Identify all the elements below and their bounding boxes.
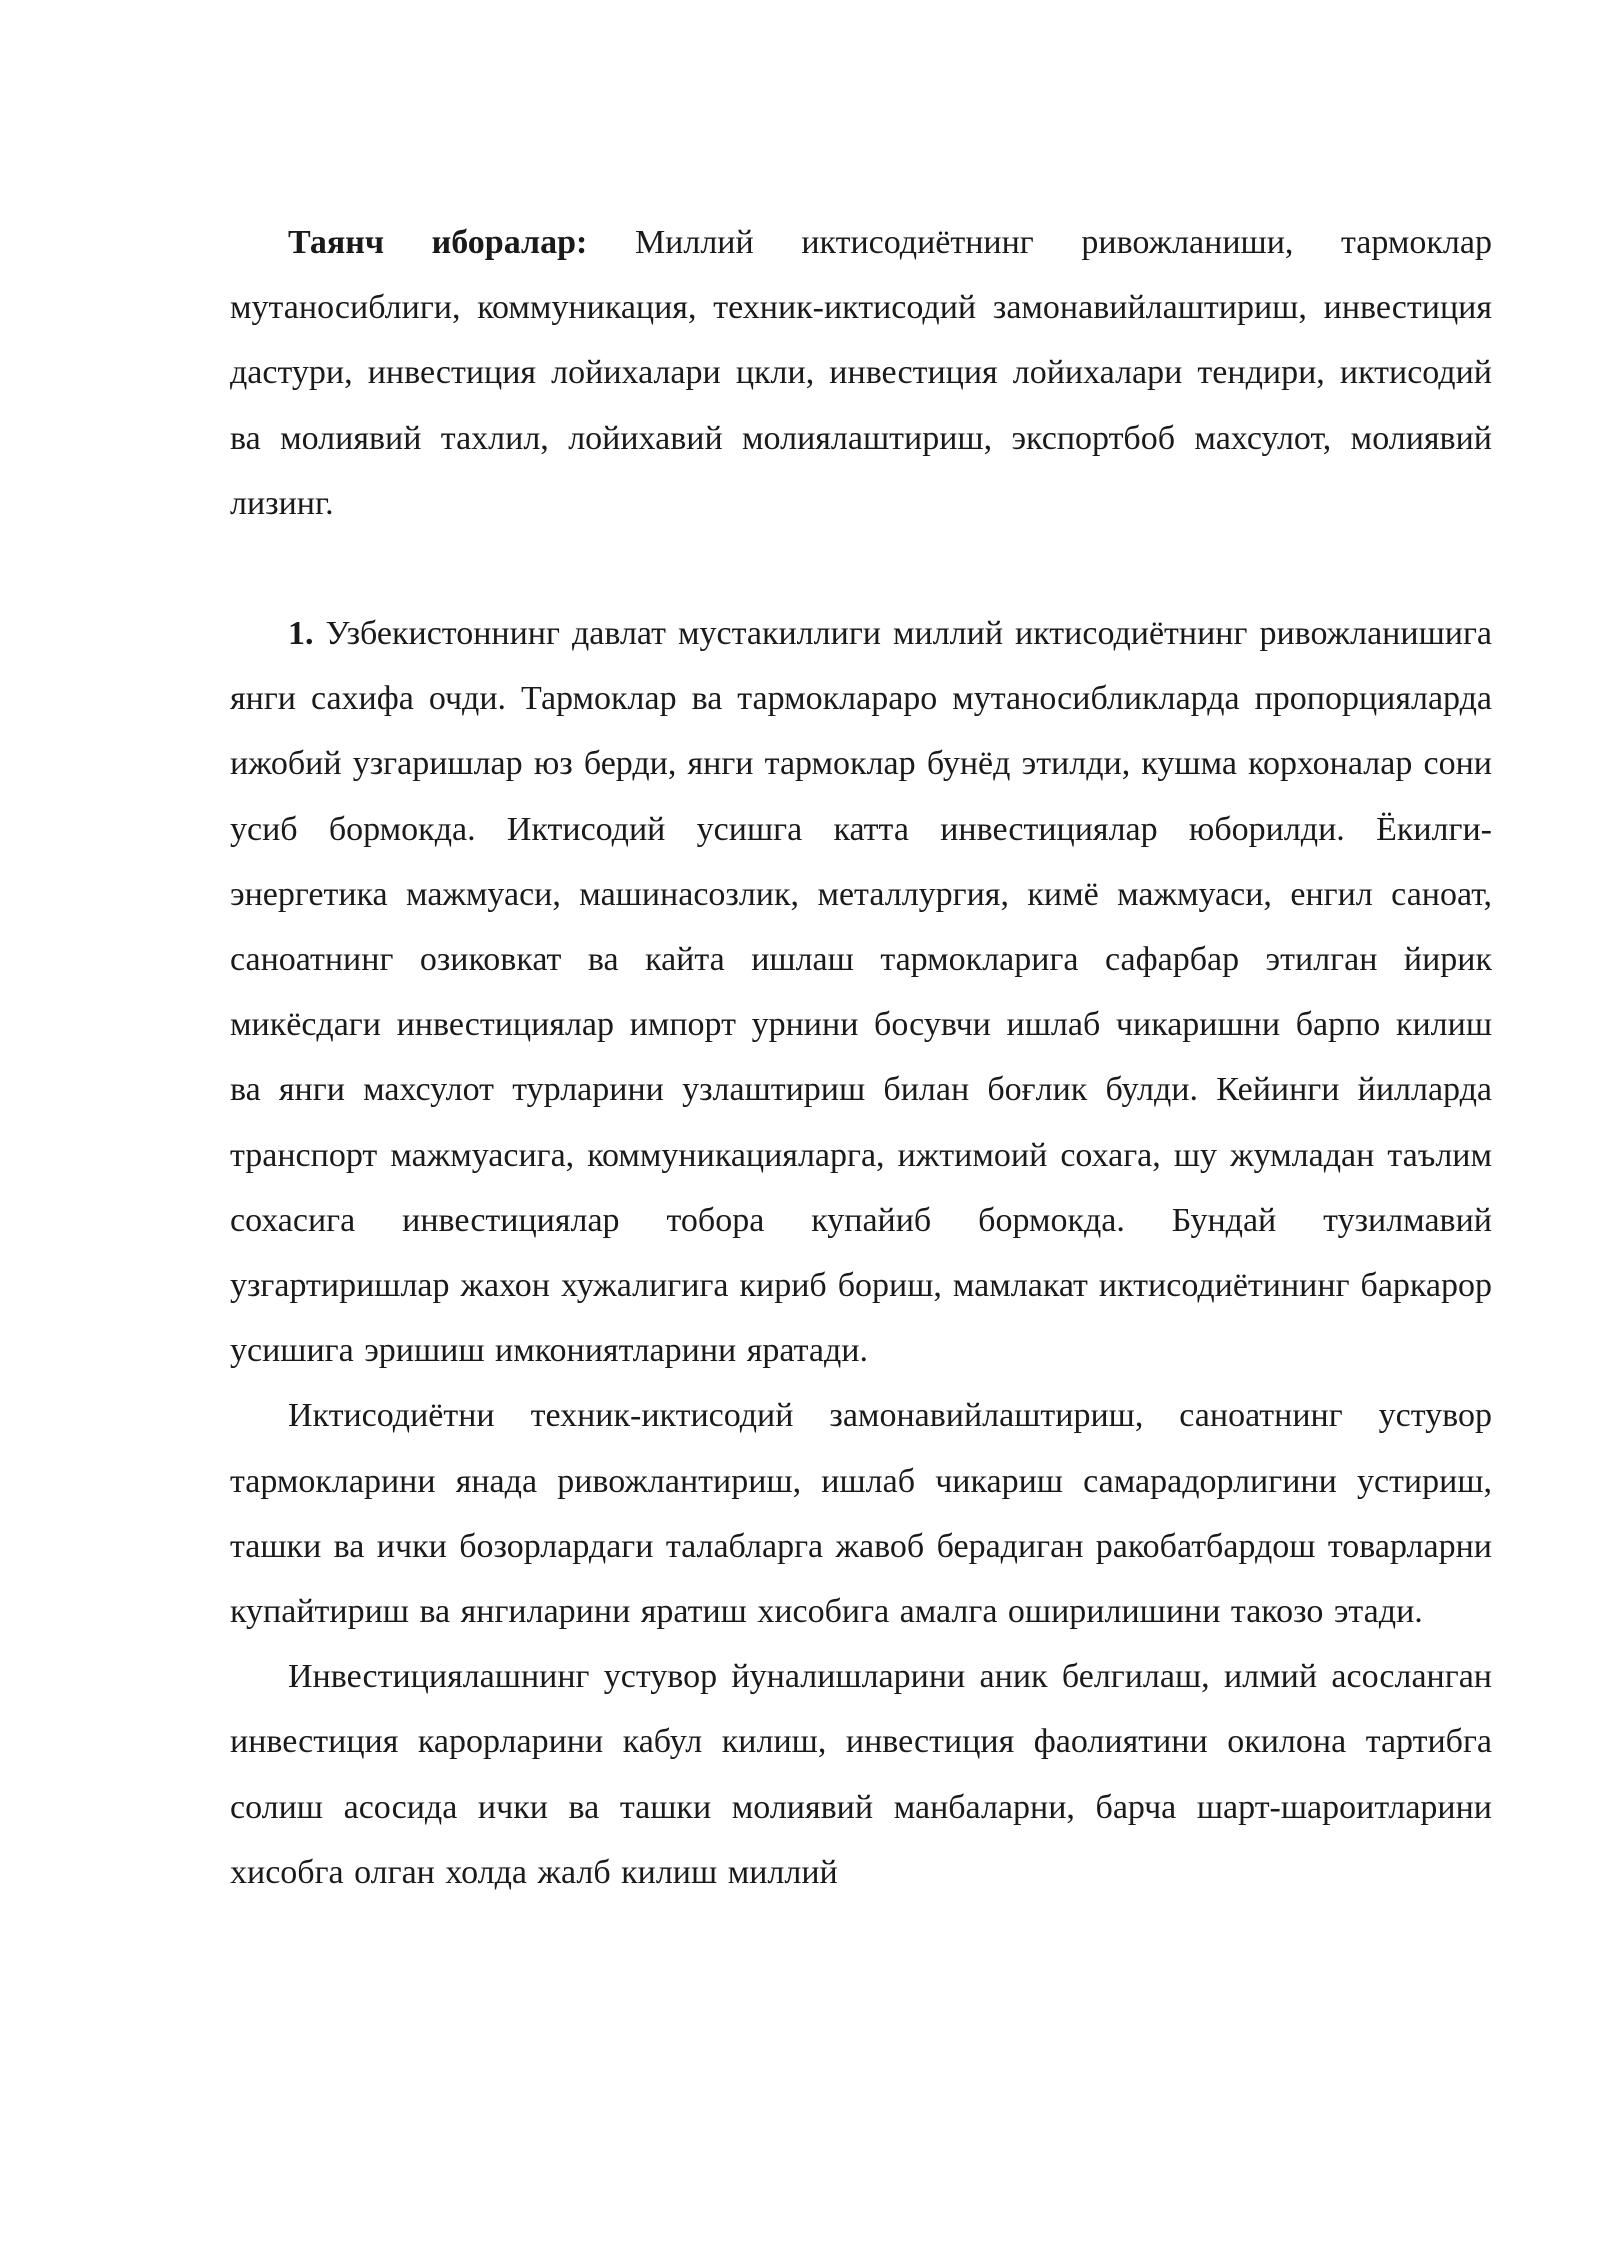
document-body (230, 210, 1492, 1905)
paragraph-spacer (230, 536, 1492, 601)
keywords-label: Таянч иборалар: (288, 224, 588, 261)
section-1-text: Узбекистоннинг давлат мустакиллиги миллий иктисодиётнинг ривожланишига янги сахифа очди. Тармоклар ва тармоклараро мутаносибликларда пропорцияларда ижобий узгаришлар юз берди, янги тармоклар бунёд этилди, кушма корхоналар сони усиб бормокда. Иктисодий усишга катта инвестициялар юборилди. Ёкилги-энергетика мажмуаси, машинасозлик, металлургия, кимё мажмуаси, енгил саноат, саноатнинг озиковкат ва кайта ишлаш тармокларига сафарбар этилган йирик микёсдаги инвестициялар импорт урнини босувчи ишлаб чикаришни барпо килиш ва янги махсулот турларини узлаштириш билан боғлик булди. Кейинги йилларда транспорт мажмуасига, коммуникацияларга, ижтимоий сохага, шу жумладан таълим сохасига инвестициялар тобора купайиб бормокда. Бундай тузилмавий узгартиришлар жахон хужалигига кириб бориш, мамлакат иктисодиётининг баркарор усишига эришиш имкониятларини яратади. (230, 615, 1492, 1370)
paragraph-3: Инвестициялашнинг устувор йуналишларини аник белгилаш, илмий асосланган инвестиция карорларини кабул килиш, инвестиция фаолиятини окилона тартибга солиш асосида ички ва ташки молиявий манбаларни, барча шарт-шароитларини хисобга олган холда жалб килиш миллий (230, 1658, 1492, 1891)
section-1-paragraph (230, 601, 1492, 1383)
paragraph-2: Иктисодиётни техник-иктисодий замонавийлаштириш, саноатнинг устувор тармокларини янада ривожлантириш, ишлаб чикариш самарадорлигини устириш, ташки ва ички бозорлардаги талабларга жавоб берадиган ракобатбардош товарларни купайтириш ва янгиларини яратиш хисобига амалга оширилишини такозо этади. (230, 1397, 1492, 1631)
keywords-text: Миллий иктисодиётнинг ривожланиши, тармоклар мутаносиблиги, коммуникация, техник-иктисодий замонавийлаштириш, инвестиция дастури, инвестиция лойихалари цкли, инвестиция лойихалари тендири, иктисодий ва молиявий тахлил, лойихавий молиялаштириш, экспортбоб махсулот, молиявий лизинг. (230, 224, 1492, 522)
section-1-number: 1. (288, 615, 314, 653)
keywords-paragraph (230, 210, 1492, 536)
